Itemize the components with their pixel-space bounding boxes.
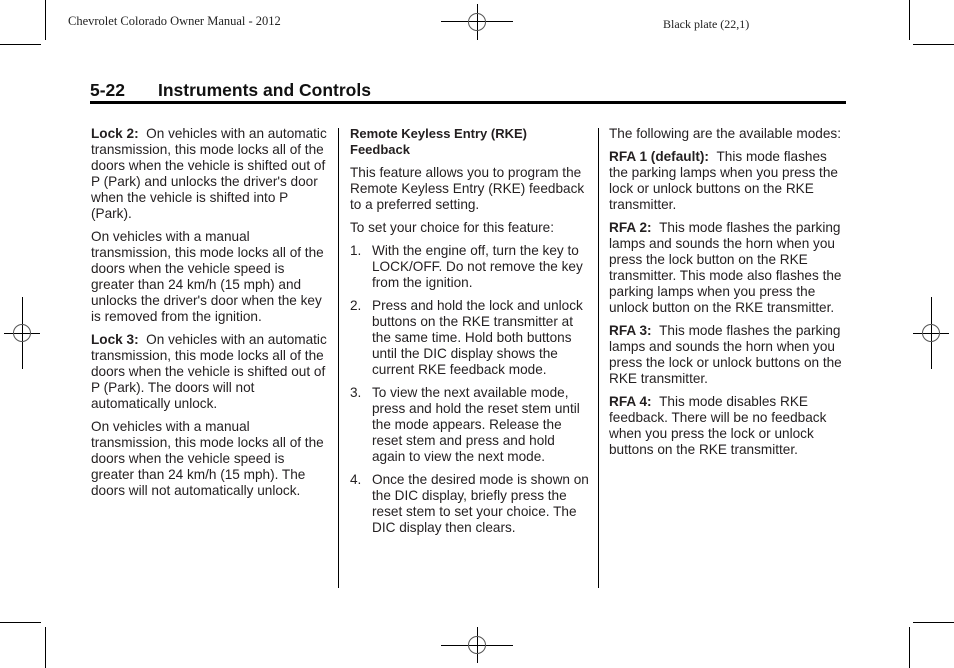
- print-slug-plate: Black plate (22,1): [663, 17, 750, 31]
- step-number: 4.: [350, 472, 362, 487]
- paragraph-rfa-3: [609, 323, 849, 387]
- column-3: [609, 126, 849, 465]
- paragraph-rfa-4: [609, 394, 849, 458]
- page-heading: [90, 80, 846, 101]
- step-text: To view the next available mode, press and hold the reset stem until the mode appears. Release the reset stem and press and hold again to view the next mode.: [372, 385, 580, 464]
- column-divider-1: [338, 128, 339, 588]
- step-number: 3.: [350, 385, 362, 400]
- step-item: [350, 385, 590, 465]
- step-text: Once the desired mode is shown on the DIC display, briefly press the reset stem to set your choice. The DIC display then clears.: [372, 472, 589, 535]
- paragraph-text: This mode flashes the parking lamps and sounds the horn when you press the lock button on the RKE transmitter. This mode also flashes the parking lamps when you press the unlock button on the RKE transmitter.: [609, 220, 842, 315]
- step-item: [350, 472, 590, 536]
- term-label: RFA 2:: [609, 220, 652, 235]
- crop-mark-top-right-vertical: [909, 0, 910, 40]
- crop-mark-top-left-horizontal: [0, 44, 41, 45]
- term-label: RFA 1 (default):: [609, 149, 709, 164]
- paragraph-text: On vehicles with an automatic transmission, this mode locks all of the doors when the vehicle is shifted out of P (Park) and unlocks the driver's door when the vehicle is shifted into P (Park).: [91, 126, 327, 221]
- paragraph-lock-2-manual: [91, 229, 331, 325]
- step-number: 1.: [350, 243, 362, 258]
- subheading-rke-feedback: Remote Keyless Entry (RKE) Feedback: [350, 126, 527, 157]
- column-divider-2: [598, 128, 599, 588]
- heading-rule: [90, 101, 846, 104]
- paragraph-text: On vehicles with a manual transmission, this mode locks all of the doors when the vehicle speed is greater than 24 km/h (15 mph). The doors will not automatically unlock.: [91, 419, 324, 498]
- print-slug-title: Chevrolet Colorado Owner Manual - 2012: [68, 14, 281, 28]
- term-label: RFA 4:: [609, 394, 652, 409]
- paragraph-text: On vehicles with a manual transmission, this mode locks all of the doors when the vehicle speed is greater than 24 km/h (15 mph) and unlocks the driver's door when the key is removed from the ignition.: [91, 229, 324, 324]
- paragraph-rfa-2: [609, 220, 849, 316]
- paragraph-text: This mode disables RKE feedback. There will be no feedback when you press the lock or unlock buttons on the RKE transmitter.: [609, 394, 827, 457]
- crop-mark-bottom-right-horizontal: [913, 622, 954, 623]
- paragraph-modes-intro: The following are the available modes:: [609, 126, 841, 141]
- step-item: [350, 298, 590, 378]
- step-text: Press and hold the lock and unlock buttons on the RKE transmitter at the same time. Hold both buttons until the DIC display shows the current RKE feedback mode.: [372, 298, 583, 377]
- crop-mark-bottom-right-vertical: [909, 627, 910, 668]
- paragraph-text: This mode flashes the parking lamps when you press the lock or unlock buttons on the RKE transmitter.: [609, 149, 838, 212]
- column-2: [350, 126, 590, 543]
- term-label: Lock 2:: [91, 126, 139, 141]
- steps-list: [350, 243, 590, 536]
- paragraph-rfa-1: [609, 149, 849, 213]
- paragraph-lead-in: To set your choice for this feature:: [350, 220, 555, 235]
- step-number: 2.: [350, 298, 362, 313]
- paragraph-text: On vehicles with an automatic transmission, this mode locks all of the doors when the vehicle is shifted out of P (Park). The doors will not automatically unlock.: [91, 332, 327, 411]
- paragraph-lock-2: [91, 126, 331, 222]
- paragraph-lock-3-manual: [91, 419, 331, 499]
- column-1: [91, 126, 331, 506]
- paragraph-text: This mode flashes the parking lamps and sounds the horn when you press the lock or unlock buttons on the RKE transmitter.: [609, 323, 842, 386]
- crop-mark-top-right-horizontal: [913, 44, 954, 45]
- paragraph-lock-3: [91, 332, 331, 412]
- section-title: Instruments and Controls: [158, 80, 371, 100]
- page-number: 5-22: [90, 80, 126, 100]
- crop-mark-top-left-vertical: [45, 0, 46, 40]
- paragraph-intro: This feature allows you to program the Remote Keyless Entry (RKE) feedback to a preferred setting.: [350, 165, 585, 212]
- crop-mark-bottom-left-horizontal: [0, 622, 41, 623]
- crop-mark-bottom-left-vertical: [45, 627, 46, 668]
- term-label: RFA 3:: [609, 323, 652, 338]
- step-text: With the engine off, turn the key to LOCK/OFF. Do not remove the key from the ignition.: [372, 243, 583, 290]
- term-label: Lock 3:: [91, 332, 139, 347]
- step-item: [350, 243, 590, 291]
